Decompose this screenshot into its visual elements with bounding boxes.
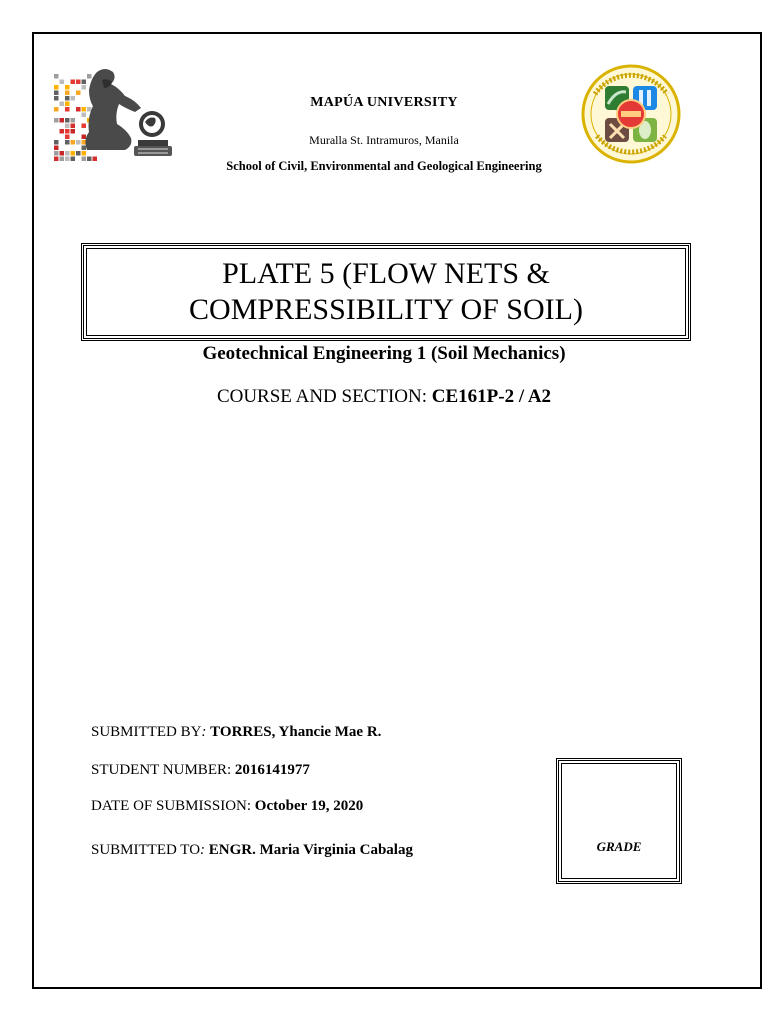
date-of-submission-row	[91, 798, 363, 815]
grade-label: GRADE	[596, 839, 642, 854]
plate-title	[126, 256, 646, 328]
submitted-by-label: SUBMITTED BY:	[91, 724, 211, 740]
submitted-to-label: SUBMITTED TO:	[91, 842, 209, 858]
school-name: School of Civil, Environmental and Geological Engineering	[226, 159, 542, 173]
course-and-section	[0, 386, 768, 408]
student-number-label: STUDENT NUMBER:	[91, 762, 235, 778]
title-box	[81, 243, 691, 341]
date-of-submission-value: October 19, 2020	[254, 798, 364, 814]
university-address: Muralla St. Intramuros, Manila	[309, 133, 459, 147]
student-number-value: 2016141977	[234, 762, 310, 778]
course-label: COURSE AND SECTION:	[216, 386, 432, 407]
grade-box	[556, 758, 682, 884]
submitted-by-value: TORRES, Yhancie Mae R.	[210, 724, 382, 740]
plate-title-line-2: COMPRESSIBILITY OF SOIL)	[189, 293, 583, 326]
mapua-seal-logo-icon	[52, 60, 182, 170]
student-number-row	[91, 762, 310, 779]
date-of-submission-label: DATE OF SUBMISSION:	[91, 798, 255, 814]
course-subtitle: Geotechnical Engineering 1 (Soil Mechanics)	[202, 343, 566, 364]
plate-title-line-1: PLATE 5 (FLOW NETS &	[222, 257, 550, 290]
cegeo-school-seal-logo-icon	[575, 64, 687, 164]
submitted-to-value: ENGR. Maria Virginia Cabalag	[208, 842, 413, 858]
submitted-to-row	[91, 842, 413, 859]
submitted-by-row	[91, 724, 381, 741]
course-value: CE161P-2 / A2	[431, 386, 552, 407]
university-name: MAPÚA UNIVERSITY	[310, 95, 458, 110]
